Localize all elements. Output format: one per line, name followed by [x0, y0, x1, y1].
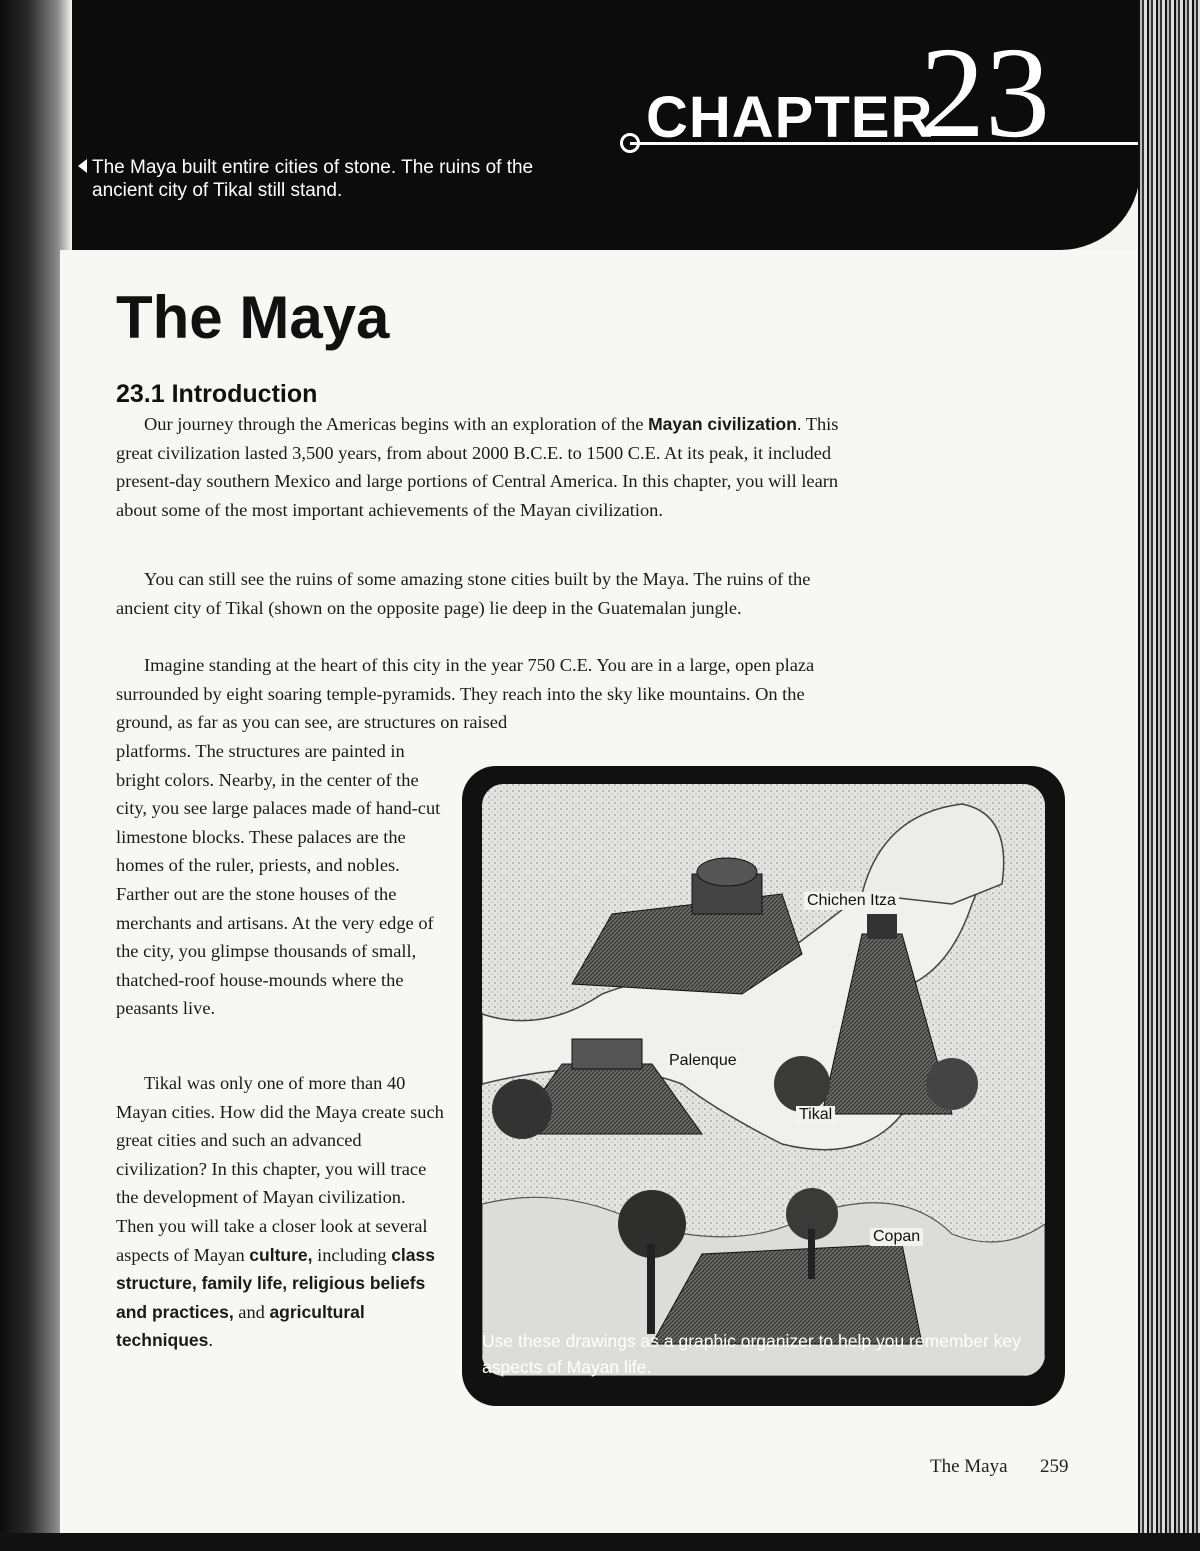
caption-pointer-icon [78, 159, 87, 173]
section-heading: 23.1 Introduction [116, 380, 318, 408]
key-terms-aspects: class structure, family life, religious beliefs and practices, [116, 1244, 435, 1322]
label-palenque: Palenque [666, 1052, 740, 1070]
paragraph-4: platforms. The structures are painted in bright colors. Nearby, in the center of the city, you see large palaces made of hand-cut limestone blocks. These palaces are the homes of the ruler, priests, and nobles. Farther out are the stone houses of the merchants and artisans. At the very edge of the city, you glimpse thousands of small, thatched-roof house-mounds where the peasants live. [116, 741, 441, 1019]
paragraph-5 [116, 1069, 446, 1355]
paragraph-1-text-b: . This great civilization lasted 3,500 years, from about 2000 B.C.E. to 1500 C.E. At its peak, it included present-day southern Mexico and large portions of Central America. In this chapter, you will learn about some of the most important achievements of the Mayan civilization. [116, 414, 839, 520]
mayan-map-drawing [482, 784, 1045, 1376]
key-term-mayan-civilization: Mayan civilization [648, 414, 797, 434]
label-copan: Copan [870, 1228, 923, 1246]
label-chichen-itza: Chichen Itza [804, 892, 899, 910]
chapter-number: 23 [920, 21, 1050, 165]
paragraph-5-text-d: . [208, 1330, 213, 1351]
label-tikal: Tikal [796, 1106, 835, 1124]
paragraph-2: You can still see the ruins of some amazing stone cities built by the Maya. The ruins of the ancient city of Tikal (shown on the opposite page) lie deep in the Guatemalan jungle. [116, 569, 811, 618]
chapter-title: The Maya [116, 284, 390, 351]
paragraph-5-text-c: and [233, 1301, 270, 1322]
figure-caption: Use these drawings as a graphic organizer to help you remember key aspects of Mayan life. [482, 1331, 1021, 1377]
mayan-cities-illustration [482, 784, 1045, 1376]
key-term-culture: culture, [249, 1244, 313, 1265]
graphic-organizer-figure [462, 766, 1065, 1406]
photo-caption-text: The Maya built entire cities of stone. The ruins of the ancient city of Tikal still stand. [92, 157, 534, 201]
paragraph-5-text-a: Tikal was only one of more than 40 Mayan cities. How did the Maya create such great cities and such an advanced civilization? In this chapter, you will trace the development of Mayan civilization. Then you will take a closer look at several aspects of Mayan [116, 1073, 444, 1265]
page-number: 259 [1040, 1456, 1069, 1477]
footer-running-title: The Maya [930, 1456, 1008, 1477]
paragraph-1-text-a: Our journey through the Americas begins with an exploration of the [144, 414, 649, 434]
book-page-edges [1138, 0, 1200, 1551]
photo-caption [92, 156, 572, 202]
bottom-edge [0, 1533, 1200, 1551]
paragraph-1 [116, 410, 846, 524]
paragraph-5-text-b: including [312, 1244, 392, 1265]
chapter-word: CHAPTER [646, 85, 934, 150]
paragraph-3: Imagine standing at the heart of this city in the year 750 C.E. You are in a large, open plaza surrounded by eight soaring temple-pyramids. They reach into the sky like mountains. On the ground, as far as you can see, are structures on raised [116, 655, 815, 733]
key-term-agricultural-techniques: agricultural techniques [116, 1301, 365, 1351]
